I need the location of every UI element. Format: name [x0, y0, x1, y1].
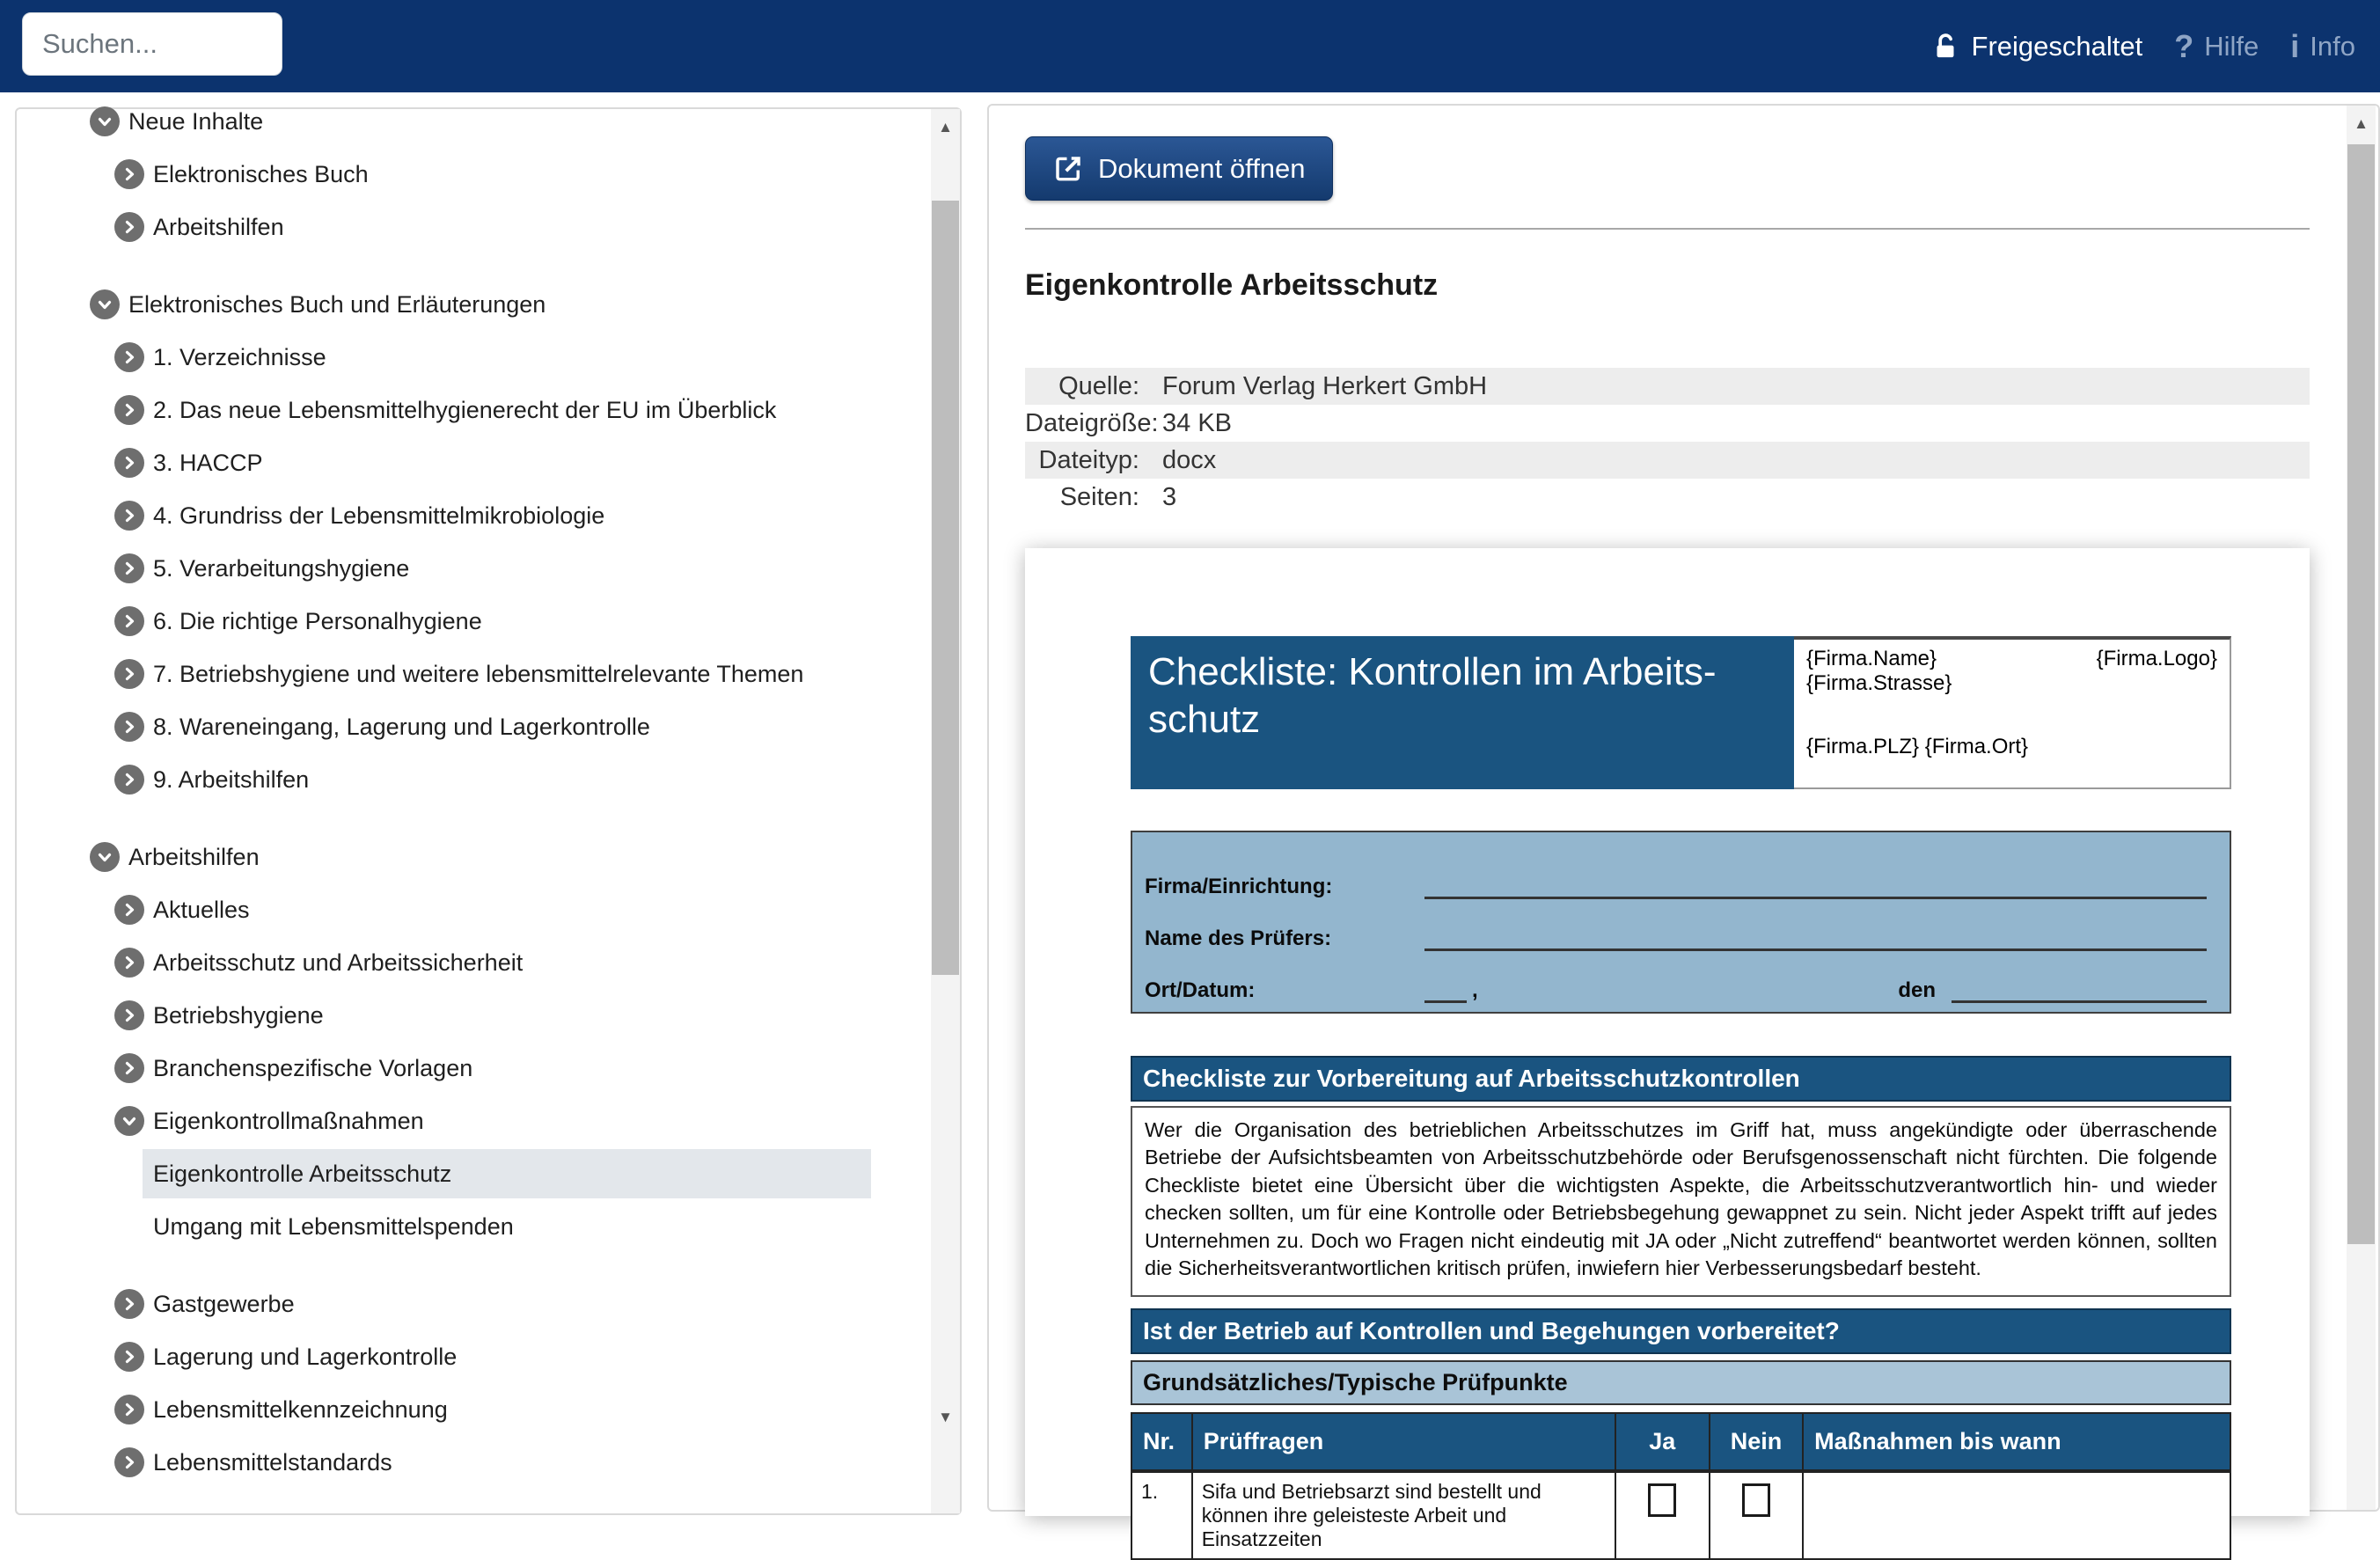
tree-item-0[interactable]: [90, 97, 925, 146]
doc-table-header-3: Nein: [1710, 1413, 1803, 1471]
scroll-down-icon[interactable]: ▼: [938, 1409, 953, 1425]
doc-form-row-1: [1145, 902, 2207, 951]
doc-form-row-0: [1145, 850, 2207, 899]
tree-item-label: Lebensmittelstandards: [153, 1448, 392, 1476]
chevron-right-icon: [114, 1000, 144, 1030]
tree-item-label: Elektronisches Buch: [153, 160, 369, 187]
help-icon: ?: [2174, 27, 2194, 64]
tree-item-12[interactable]: [114, 755, 925, 804]
info-icon: i: [2290, 27, 2300, 64]
document-preview: [1025, 548, 2310, 1550]
meta-label: Dateigröße:: [1025, 408, 1159, 437]
checkbox-ja-icon: [1648, 1483, 1676, 1517]
tree-item-3[interactable]: [90, 280, 925, 329]
doc-title-block: [1131, 636, 1794, 789]
tree-item-label: Gastgewerbe: [153, 1290, 295, 1317]
navigation-tree: [17, 97, 925, 1490]
comma-text: ,: [1472, 978, 1478, 1002]
tree-item-label: 7. Betriebshygiene und weitere lebensmittelrelevante Themen: [153, 660, 804, 687]
tree-item-1[interactable]: [114, 150, 925, 199]
tree-item-17[interactable]: [114, 1044, 925, 1093]
doc-form-box: [1131, 831, 2231, 1014]
tree-item-label: Lagerung und Lagerkontrolle: [153, 1343, 458, 1370]
meta-value: Forum Verlag Herkert GmbH: [1162, 371, 1488, 400]
doc-subsection-header: Grundsätzliches/Typische Prüfpunkte: [1131, 1360, 2231, 1405]
firma-strasse-placeholder: {Firma.Strasse}: [1806, 671, 1952, 695]
scroll-up-icon[interactable]: ▲: [2354, 115, 2369, 132]
tree-item-2[interactable]: [114, 202, 925, 252]
open-document-label: Dokument öffnen: [1098, 152, 1306, 184]
tree-item-19[interactable]: [143, 1149, 871, 1198]
checkbox-nein-icon: [1742, 1483, 1770, 1517]
scroll-up-icon[interactable]: ▲: [938, 119, 953, 135]
tree-item-6[interactable]: [114, 438, 925, 487]
right-scrollbar[interactable]: [2347, 106, 2376, 1510]
chevron-right-icon: [114, 553, 144, 583]
doc-form-label: Name des Prüfers:: [1145, 926, 1332, 950]
tree-item-11[interactable]: [114, 702, 925, 751]
tree-item-10[interactable]: [114, 649, 925, 699]
doc-table-header-0: Nr.: [1131, 1413, 1192, 1471]
tree-item-23[interactable]: [114, 1385, 925, 1434]
chevron-right-icon: [114, 448, 144, 478]
meta-value: 34 KB: [1162, 408, 1232, 437]
blank-line: [1424, 896, 2207, 899]
tree-item-label: Umgang mit Lebensmittelspenden: [153, 1212, 514, 1240]
tree-item-label: Arbeitshilfen: [153, 213, 284, 240]
blank-line-date: [1952, 1000, 2207, 1003]
meta-value: docx: [1162, 445, 1217, 474]
chevron-down-icon: [114, 1106, 144, 1136]
doc-form-label: Firma/Einrichtung:: [1145, 875, 1333, 898]
tree-item-label: Neue Inhalte: [128, 107, 264, 135]
tree-item-22[interactable]: [114, 1332, 925, 1381]
doc-cell-ja: [1615, 1471, 1710, 1559]
content-panel: [987, 104, 2380, 1550]
right-scrollbar-thumb[interactable]: [2347, 144, 2375, 1244]
doc-form-row-2: [1145, 954, 2207, 1003]
doc-table-header-2: Ja: [1615, 1413, 1710, 1471]
tree-item-label: 8. Wareneingang, Lagerung und Lagerkontrolle: [153, 713, 650, 740]
topbar-right: [1931, 0, 2355, 92]
chevron-right-icon: [114, 501, 144, 531]
doc-cell-massnahmen: [1803, 1471, 2230, 1559]
chevron-right-icon: [114, 948, 144, 978]
page-title: Eigenkontrolle Arbeitsschutz: [1025, 268, 1439, 302]
chevron-down-icon: [90, 289, 120, 319]
doc-section2-header: Ist der Betrieb auf Kontrollen und Begehungen vorbereitet?: [1131, 1308, 2231, 1354]
tree-item-label: 1. Verzeichnisse: [153, 343, 326, 370]
chevron-down-icon: [90, 106, 120, 136]
tree-item-label: 5. Verarbeitungshygiene: [153, 554, 410, 582]
tree-item-7[interactable]: [114, 491, 925, 540]
chevron-right-icon: [114, 895, 144, 925]
chevron-right-icon: [114, 659, 144, 689]
tree-item-8[interactable]: [114, 544, 925, 593]
chevron-right-icon: [114, 1289, 144, 1319]
tree-item-14[interactable]: [114, 885, 925, 934]
den-label: den: [1898, 978, 1936, 1002]
doc-intro-text: Wer die Organisation des betrieblichen Arbeitsschutzes im Griff hat, muss angekündigte oder überraschende Betriebe der Aufsichtsbeamten von Arbeitsschutzbehörde oder Berufsgenossenschaft nicht fürchten. Die folgende Checkliste bietet eine Übersicht über die wichtigsten Aspekte, die Arbeitsschutzverantwortlich hin- und wieder checken sollten, um für eine Kontrolle oder Betriebsbegehung gewappnet zu sein. Nicht jeder Aspekt trifft auf jedes Unternehmen zu. Doch wo Fragen nicht eindeutig mit JA oder „Nicht zutreffend“ beantwortet werden können, sollten die Sicherheitsverantwortlichen kritisch prüfen, inwiefern hier Verbesserungsbedarf besteht.: [1131, 1106, 2231, 1297]
chevron-down-icon: [90, 842, 120, 872]
tree-item-16[interactable]: [114, 991, 925, 1040]
tree-item-20[interactable]: [143, 1202, 871, 1251]
firma-name-placeholder: {Firma.Name}: [1806, 647, 1937, 670]
tree-item-label: Betriebshygiene: [153, 1001, 324, 1029]
external-link-icon: [1052, 153, 1084, 185]
help-button[interactable]: [2174, 27, 2259, 64]
doc-table-header-1: Prüffragen: [1192, 1413, 1615, 1471]
tree-item-label: 9. Arbeitshilfen: [153, 765, 310, 793]
unlock-label: Freigeschaltet: [1971, 30, 2143, 62]
doc-cell-nein: [1710, 1471, 1803, 1559]
file-metadata: [1025, 368, 2310, 516]
tree-item-label: 2. Das neue Lebensmittelhygienerecht der EU im Überblick: [153, 396, 777, 423]
tree-item-21[interactable]: [114, 1279, 925, 1329]
tree-item-label: 4. Grundriss der Lebensmittelmikrobiologie: [153, 502, 605, 529]
left-scrollbar[interactable]: [931, 109, 960, 1513]
open-document-button[interactable]: [1025, 136, 1333, 201]
chevron-right-icon: [114, 159, 144, 189]
blank-line: [1424, 948, 2207, 951]
info-button[interactable]: [2290, 27, 2355, 64]
topbar: [0, 0, 2380, 92]
doc-cell-nr: 1.: [1131, 1471, 1192, 1559]
tree-item-label: 6. Die richtige Personalhygiene: [153, 607, 482, 634]
meta-row-0: [1025, 368, 2310, 405]
meta-row-3: [1025, 479, 2310, 516]
chevron-right-icon: [114, 1342, 144, 1372]
navigation-panel: [15, 107, 962, 1515]
tree-item-label: Arbeitsschutz und Arbeitssicherheit: [153, 948, 524, 976]
chevron-right-icon: [114, 342, 144, 372]
doc-table-header-4: Maßnahmen bis wann: [1803, 1413, 2230, 1471]
tree-item-label: Aktuelles: [153, 896, 250, 923]
content-area: [1025, 106, 2310, 1550]
doc-header: [1131, 636, 2231, 789]
doc-cell-question: Sifa und Betriebsarzt sind bestellt und können ihre geleisteste Arbeit und Einsatzzeiten: [1192, 1471, 1615, 1559]
tree-item-5[interactable]: [114, 385, 925, 435]
tree-item-15[interactable]: [114, 938, 925, 987]
blank-line-short: [1424, 1000, 1467, 1003]
meta-label: Seiten:: [1059, 482, 1139, 511]
tree-item-label: Arbeitshilfen: [128, 843, 260, 870]
chevron-right-icon: [114, 212, 144, 242]
unlock-icon: [1931, 32, 1961, 62]
meta-value: 3: [1162, 482, 1177, 511]
meta-label: Quelle:: [1058, 371, 1139, 400]
meta-row-1: [1025, 405, 2310, 442]
divider: [1025, 228, 2310, 230]
tree-item-24[interactable]: [114, 1438, 925, 1487]
tree-item-4[interactable]: [114, 333, 925, 382]
meta-label: Dateityp:: [1038, 445, 1139, 474]
doc-table-header-row: [1131, 1413, 2230, 1471]
search-input[interactable]: [22, 12, 282, 76]
tree-item-label: Branchenspezifische Vorlagen: [153, 1054, 473, 1081]
tree-item-9[interactable]: [114, 597, 925, 646]
tree-item-13[interactable]: [90, 832, 925, 882]
tree-item-label: Eigenkontrolle Arbeitsschutz: [153, 1160, 452, 1187]
tree-item-label: Elektronisches Buch und Erläuterungen: [128, 290, 546, 318]
chevron-right-icon: [114, 765, 144, 795]
chevron-right-icon: [114, 712, 144, 742]
chevron-right-icon: [114, 1447, 144, 1477]
doc-table-row-0: [1131, 1471, 2230, 1559]
chevron-right-icon: [114, 1395, 144, 1425]
tree-item-label: Eigenkontrollmaßnahmen: [153, 1107, 424, 1134]
doc-section1-header: Checkliste zur Vorbereitung auf Arbeitsschutzkontrollen: [1131, 1056, 2231, 1102]
tree-item-label: 3. HACCP: [153, 449, 263, 476]
doc-checklist-table: [1131, 1412, 2231, 1560]
firma-plz-ort-placeholder: {Firma.PLZ} {Firma.Ort}: [1806, 735, 2029, 758]
tree-item-18[interactable]: [114, 1096, 925, 1146]
firma-logo-placeholder: {Firma.Logo}: [2096, 647, 2217, 670]
meta-row-2: [1025, 442, 2310, 479]
chevron-right-icon: [114, 1053, 144, 1083]
help-label: Hilfe: [2204, 30, 2259, 62]
doc-address-block: [1794, 636, 2231, 789]
unlock-status[interactable]: [1931, 31, 2143, 62]
left-scrollbar-thumb[interactable]: [932, 201, 959, 975]
tree-item-label: Lebensmittelkennzeichnung: [153, 1395, 448, 1423]
chevron-right-icon: [114, 606, 144, 636]
chevron-right-icon: [114, 395, 144, 425]
info-label: Info: [2310, 30, 2355, 62]
doc-title-line2: schutz: [1148, 697, 1261, 741]
doc-form-label: Ort/Datum:: [1145, 978, 1256, 1002]
doc-title-line1: Checkliste: Kontrollen im Arbeits-: [1148, 650, 1717, 693]
